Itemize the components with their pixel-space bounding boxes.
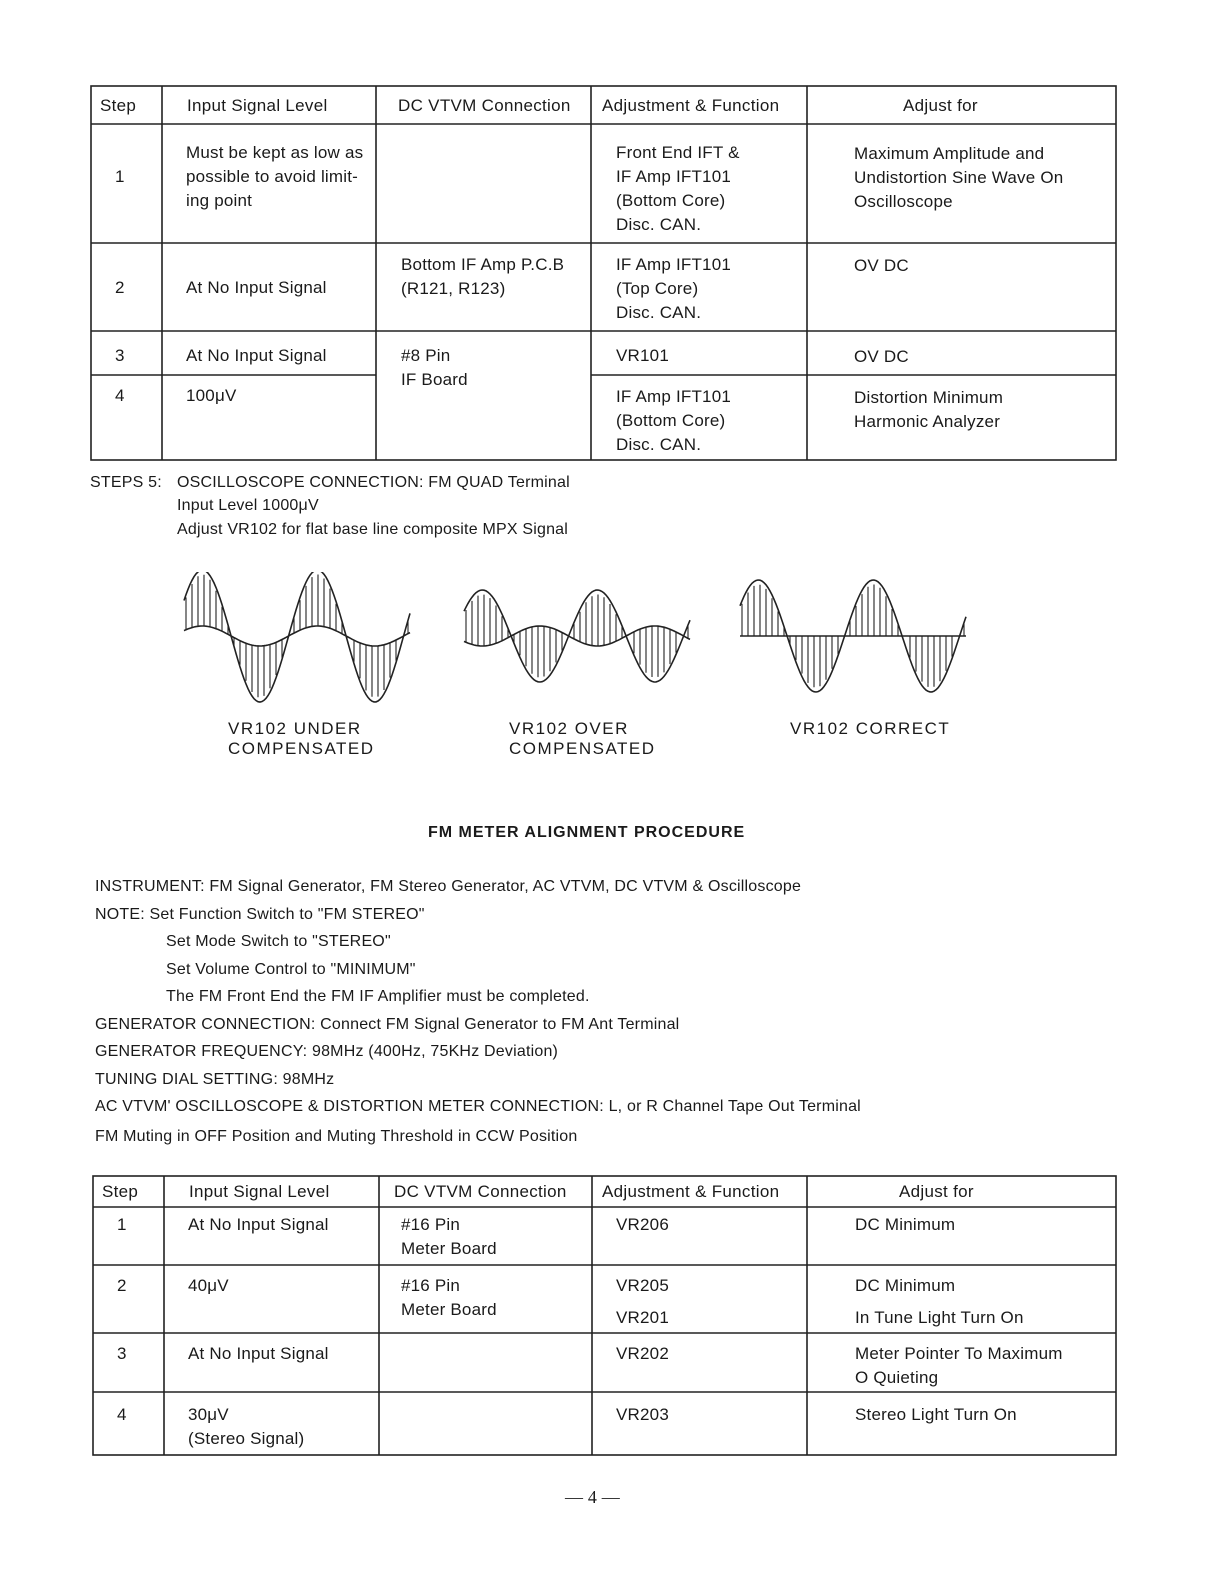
t1-r1-adjust: Front End IFT & IF Amp IFT101 (Bottom Core) Disc. CAN. <box>616 143 740 234</box>
caption-under-compensated: VR102 UNDER COMPENSATED <box>228 719 375 758</box>
t2-header-for: Adjust for <box>899 1182 974 1201</box>
section-title: FM METER ALIGNMENT PROCEDURE <box>428 824 746 841</box>
t2-header-step: Step <box>102 1182 139 1201</box>
page-number: — 4 — <box>565 1487 620 1507</box>
t2-r4-step: 4 <box>117 1405 127 1424</box>
t1-r2-for: OV DC <box>854 256 909 275</box>
t2-r1-step: 1 <box>117 1215 127 1234</box>
t1-header-for: Adjust for <box>903 96 978 115</box>
t2-r3-adjust: VR202 <box>616 1344 669 1363</box>
t2-r2-for: DC Minimum <box>855 1276 956 1295</box>
t1-r1-for: Maximum Amplitude and Undistortion Sine Wave On Oscilloscope <box>854 144 1064 211</box>
note-instrument: INSTRUMENT: FM Signal Generator, FM Stereo Generator, AC VTVM, DC VTVM & Oscilloscope <box>95 878 802 895</box>
steps-5-line-3: Adjust VR102 for flat base line composite MPX Signal <box>177 521 569 538</box>
t2-r2-adjust: VR205 <box>616 1276 669 1295</box>
t2-r1-adjust: VR206 <box>616 1215 669 1234</box>
t1-header-step: Step <box>100 96 137 115</box>
t1-r4-adjust: IF Amp IFT101 (Bottom Core) Disc. CAN. <box>616 387 732 454</box>
t1-r2-adjust: IF Amp IFT101 (Top Core) Disc. CAN. <box>616 255 732 322</box>
waveform-over-compensated <box>460 572 700 712</box>
t2-r4-input: 30μV (Stereo Signal) <box>188 1405 305 1448</box>
t1-r3-input: At No Input Signal <box>186 346 327 365</box>
t2-r1-dc: #16 Pin Meter Board <box>401 1215 497 1258</box>
t2-r4-adjust: VR203 <box>616 1405 669 1424</box>
t2-r4-for: Stereo Light Turn On <box>855 1405 1017 1424</box>
note-front-end: The FM Front End the FM IF Amplifier must be completed. <box>166 988 590 1005</box>
steps-5-line-2: Input Level 1000μV <box>177 497 319 514</box>
t1-r2-input: At No Input Signal <box>186 278 327 297</box>
waveform-envelope <box>184 572 410 702</box>
t1-header-input: Input Signal Level <box>187 96 328 115</box>
note-volume-control: Set Volume Control to "MINIMUM" <box>166 961 416 978</box>
t2-r3-input: At No Input Signal <box>188 1344 329 1363</box>
t2-header-dc: DC VTVM Connection <box>394 1182 567 1201</box>
t2-header-input: Input Signal Level <box>189 1182 330 1201</box>
waveform-hatching <box>186 575 408 698</box>
t1-r2-step: 2 <box>115 278 125 297</box>
t1-r4-step: 4 <box>115 386 125 405</box>
t2-r3-for: Meter Pointer To Maximum O Quieting <box>855 1344 1063 1387</box>
note-fm-muting: FM Muting in OFF Position and Muting Threshold in CCW Position <box>95 1128 578 1145</box>
waveform-baseline <box>184 626 410 646</box>
t2-r2-step: 2 <box>117 1276 127 1295</box>
t2-r2-for-2: In Tune Light Turn On <box>855 1308 1024 1327</box>
note-generator-connection: GENERATOR CONNECTION: Connect FM Signal Generator to FM Ant Terminal <box>95 1016 680 1033</box>
waveform-envelope <box>464 590 690 682</box>
steps-5-label: STEPS 5: <box>90 474 162 491</box>
note-ac-vtvm-connection: AC VTVM' OSCILLOSCOPE & DISTORTION METER CONNECTION: L, or R Channel Tape Out Terminal <box>95 1098 861 1115</box>
caption-over-compensated: VR102 OVER COMPENSATED <box>509 719 656 758</box>
t1-r3-step: 3 <box>115 346 125 365</box>
t2-r2-input: 40μV <box>188 1276 229 1295</box>
note-function-switch: NOTE: Set Function Switch to "FM STEREO" <box>95 906 425 923</box>
t1-r4-for: Distortion Minimum Harmonic Analyzer <box>854 388 1004 431</box>
steps-5-line-1: OSCILLOSCOPE CONNECTION: FM QUAD Terminal <box>177 474 570 491</box>
note-generator-frequency: GENERATOR FREQUENCY: 98MHz (400Hz, 75KHz Deviation) <box>95 1043 559 1060</box>
t2-r3-step: 3 <box>117 1344 127 1363</box>
t1-r3-for: OV DC <box>854 347 909 366</box>
caption-correct: VR102 CORRECT <box>790 719 951 738</box>
waveform-baseline <box>464 626 690 646</box>
t2-r1-input: At No Input Signal <box>188 1215 329 1234</box>
t2-r1-for: DC Minimum <box>855 1215 956 1234</box>
table-2-grid <box>0 1170 1220 1470</box>
t1-header-adjust: Adjustment & Function <box>602 96 780 115</box>
t1-r1-step: 1 <box>115 167 125 186</box>
t1-r3-adjust: VR101 <box>616 346 669 365</box>
t1-r2-dc: Bottom IF Amp P.C.B (R121, R123) <box>401 255 565 298</box>
t1-r3-dc: #8 Pin IF Board <box>401 346 468 389</box>
t1-r4-input: 100μV <box>186 386 237 405</box>
table-1-grid <box>0 0 1220 480</box>
waveform-under-compensated <box>180 572 420 712</box>
waveform-correct <box>736 572 976 712</box>
t2-r2-dc: #16 Pin Meter Board <box>401 1276 497 1319</box>
t2-r2-adjust-2: VR201 <box>616 1308 669 1327</box>
t1-r1-input: Must be kept as low as possible to avoid limit- ing point <box>186 143 364 210</box>
note-tuning-dial: TUNING DIAL SETTING: 98MHz <box>95 1071 335 1088</box>
note-mode-switch: Set Mode Switch to "STEREO" <box>166 933 391 950</box>
t1-header-dc: DC VTVM Connection <box>398 96 571 115</box>
t2-header-adjust: Adjustment & Function <box>602 1182 780 1201</box>
